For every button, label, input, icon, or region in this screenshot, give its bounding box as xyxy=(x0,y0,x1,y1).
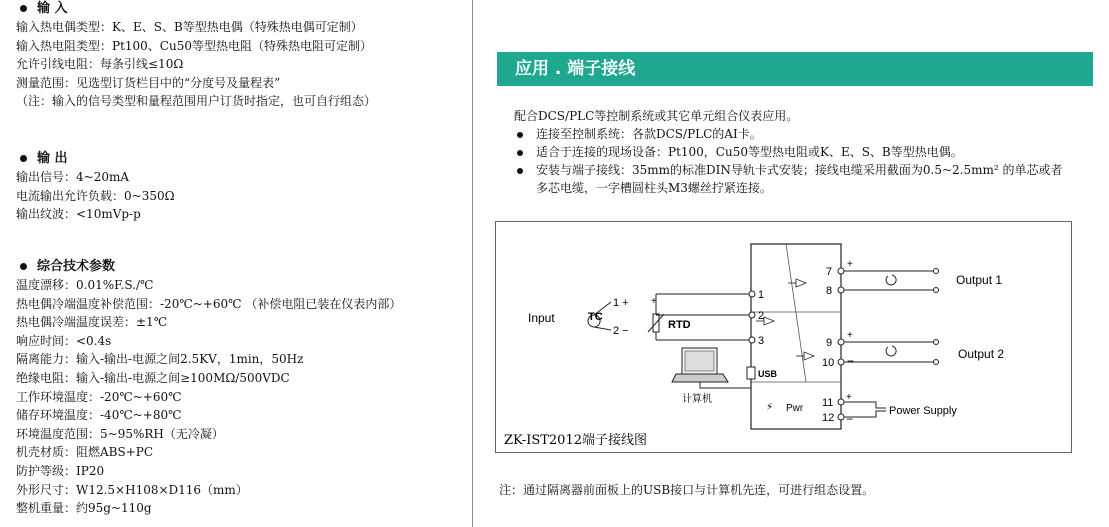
intro-text: 配合DCS/PLC等控制系统或其它单元组合仪表应用。 xyxy=(514,109,799,123)
terminal-number: 9 xyxy=(826,337,833,349)
svg-text:+: + xyxy=(651,296,657,307)
terminal-11 xyxy=(838,399,844,405)
spec-line: 热电偶冷端温度补偿范围：-20℃~+60℃ （补偿电阻已装在仪表内部） xyxy=(16,296,402,311)
current-loop-icon xyxy=(886,275,896,285)
usb-note: 注：通过隔离器前面板上的USB接口与计算机先连，可进行组态设置。 xyxy=(499,483,875,497)
input-label: Input xyxy=(528,311,555,325)
column-divider xyxy=(472,0,473,527)
terminal-2 xyxy=(749,312,755,318)
terminal-number: 8 xyxy=(826,285,833,297)
bullet-dot xyxy=(517,168,523,174)
svg-text:+: + xyxy=(846,392,852,403)
terminal-1 xyxy=(749,291,755,297)
spec-line: 储存环境温度：-40℃~+80℃ xyxy=(16,408,182,423)
terminal-9 xyxy=(838,339,844,345)
spec-line: 外形尺寸：W12.5×H108×D116（mm） xyxy=(16,482,248,497)
spec-line: 响应时间：<0.4s xyxy=(16,333,112,348)
current-loop-icon xyxy=(886,346,896,356)
output-line: 电流输出允许负载：0~350Ω xyxy=(16,188,175,203)
input-line: 允许引线电阻：每条引线≤10Ω xyxy=(16,57,184,72)
spec-line: 隔离能力：输入-输出-电源之间2.5KV，1min，50Hz xyxy=(16,352,304,367)
svg-text:−: − xyxy=(846,412,854,426)
usb-port-icon xyxy=(747,367,755,379)
input-line: 测量范围：见选型订货栏目中的“分度号及量程表” xyxy=(16,75,281,90)
spec-line: 工作环境温度：-20℃~+60℃ xyxy=(16,389,182,404)
diagram-caption: ZK-IST2012端子接线图 xyxy=(504,433,647,448)
terminal-number: 2 xyxy=(758,310,765,322)
specs-section xyxy=(16,258,401,518)
rtd-label: RTD xyxy=(668,319,691,331)
wiring-diagram xyxy=(495,221,1072,453)
specs-section-title: 综合技术参数 xyxy=(16,258,401,276)
spec-line: 温度漂移：0.01%F.S./℃ xyxy=(16,278,154,292)
svg-text:+: + xyxy=(847,259,853,270)
terminal-number: 1 xyxy=(758,289,765,301)
terminal-number: 11 xyxy=(822,397,834,409)
output-section-title: 输 出 xyxy=(16,150,175,168)
terminal-3 xyxy=(749,337,755,343)
input-line: 输入热电阻类型：Pt100、Cu50等型热电阻（特殊热电阻可定制） xyxy=(16,38,372,53)
usb-label: USB xyxy=(758,369,778,379)
led-icon: ⚡ xyxy=(766,402,774,413)
section-banner: 应用 . 端子接线 xyxy=(497,52,1093,86)
svg-text:+: + xyxy=(847,330,853,341)
terminal-12 xyxy=(838,414,844,420)
terminal-8 xyxy=(838,287,844,293)
input-line: （注：输入的信号类型和量程范围用户订货时指定，也可自行组态） xyxy=(16,94,377,109)
svg-text:−: − xyxy=(847,283,855,297)
output2-label: Output 2 xyxy=(958,347,1005,361)
bullet-item: 连接至控制系统：各款DCS/PLC的AI卡。 xyxy=(514,125,1074,143)
terminal-number: 12 xyxy=(822,412,835,424)
terminal-number: 7 xyxy=(826,266,833,278)
input-section xyxy=(16,0,376,111)
bullet-dot xyxy=(517,132,523,138)
bullet-dot xyxy=(20,5,27,12)
spec-line: 环境温度范围：5~95%RH（无冷凝） xyxy=(16,426,224,441)
terminal-number: 3 xyxy=(758,335,765,347)
output-line: 输出信号：4~20mA xyxy=(16,170,130,184)
spec-line: 热电偶冷端温度误差：±1℃ xyxy=(16,315,168,330)
input-line: 输入热电偶类型：K、E、S、B等型热电偶（特殊热电偶可定制） xyxy=(16,20,363,34)
computer-label: 计算机 xyxy=(682,394,712,405)
application-text xyxy=(514,107,1074,197)
output-section xyxy=(16,150,175,224)
bullet-item: 适合于连接的现场设备：Pt100，Cu50等型热电阻或K、E、S、B等型热电偶。 xyxy=(514,143,1074,161)
power-supply-label: Power Supply xyxy=(889,405,957,417)
svg-text:−: − xyxy=(847,354,855,368)
spec-line: 绝缘电阻：输入-输出-电源之间≥100MΩ/500VDC xyxy=(16,370,290,385)
bullet-dot xyxy=(20,263,27,270)
wiring-diagram-svg xyxy=(496,222,1071,452)
bullet-item: 安装与端子接线：35mm的标准DIN导轨卡式安装；接线电缆采用截面为0.5~2.5mm² 的单芯或者多芯电缆，一字槽圆柱头M3螺丝拧紧连接。 xyxy=(514,161,1074,197)
output1-label: Output 1 xyxy=(956,273,1003,287)
bullet-dot xyxy=(20,155,27,162)
output-line: 输出纹波：<10mVp-p xyxy=(16,207,141,222)
tc-minus-label: 2 − xyxy=(613,325,629,337)
input-section-title: 输 入 xyxy=(16,0,376,18)
bullet-dot xyxy=(517,150,523,156)
spec-line: 整机重量：约95g~110g xyxy=(16,501,152,516)
terminal-10 xyxy=(838,359,844,365)
pwr-label: Pwr xyxy=(786,403,804,414)
tc-label: TC xyxy=(588,311,603,323)
terminal-number: 10 xyxy=(822,357,835,369)
terminal-7 xyxy=(838,268,844,274)
spec-line: 机壳材质：阻燃ABS+PC xyxy=(16,445,154,460)
tc-plus-label: 1 + xyxy=(613,297,629,309)
spec-line: 防护等级：IP20 xyxy=(16,463,105,478)
